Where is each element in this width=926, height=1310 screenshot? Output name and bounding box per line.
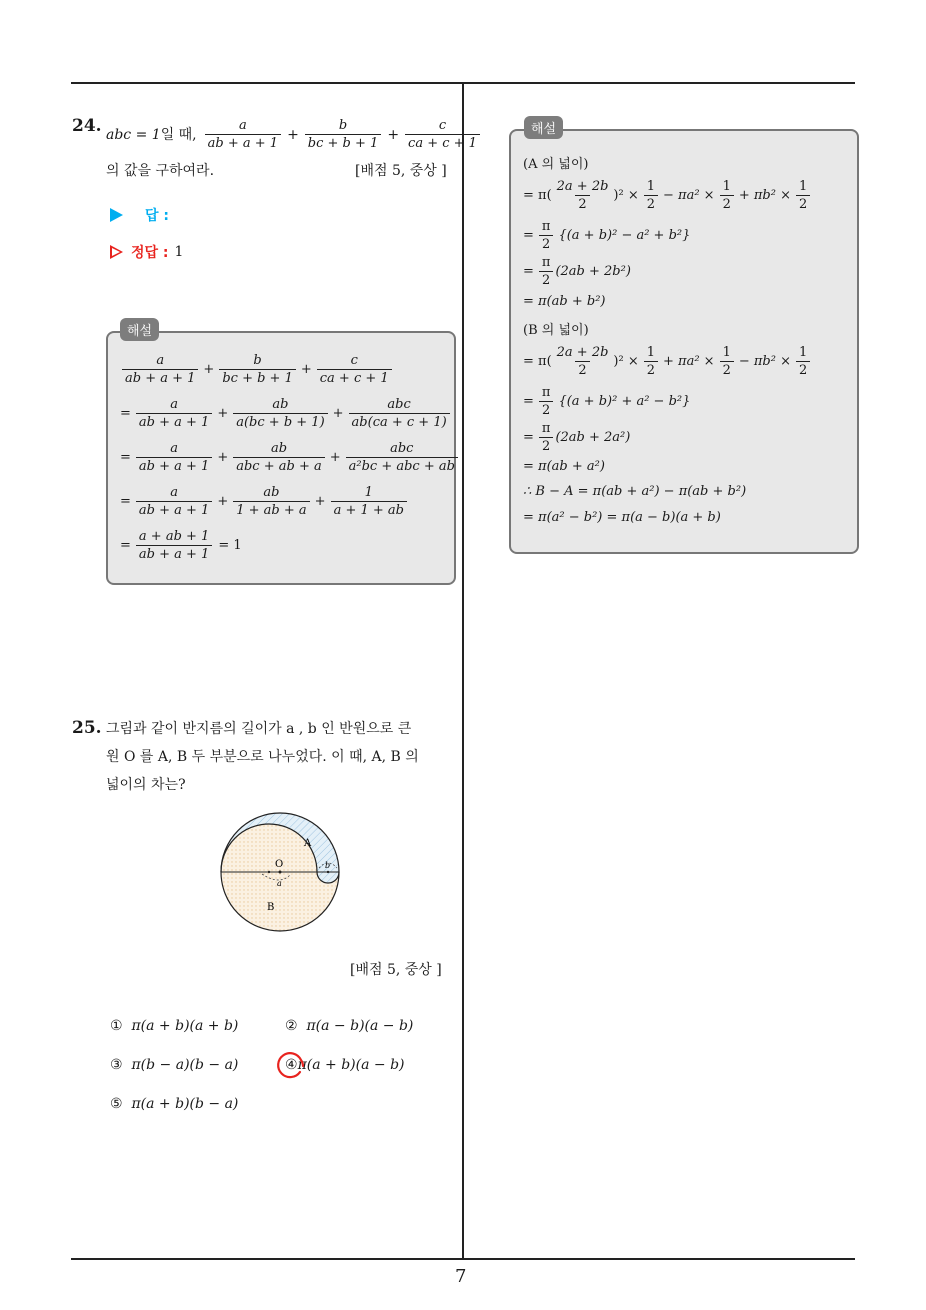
sol24-line4: = $\frac{a}{ab + a + 1}$ + $\frac{ab}{1 + ab + a}$ + $\frac{1}{a + 1 + ab}$ — [120, 485, 409, 518]
q25-line2: 원 O 를 A, B 두 부분으로 나누었다. 이 때, A, B 의 — [106, 749, 419, 765]
sol24-line2: = $\frac{a}{ab + a + 1}$ + $\frac{ab}{a(bc + b + 1)}$ + $\frac{\text{abc}}{ab(ca + c + 1)}$ — [120, 397, 452, 430]
q24-solution-tag: 해설 — [120, 318, 159, 341]
label-o: O — [275, 859, 284, 870]
label-a-radius: a — [277, 879, 282, 888]
answer-row — [110, 205, 169, 225]
bottom-rule — [71, 1258, 855, 1260]
choice-4[interactable]: ④π(a + b)(a − b) — [285, 1057, 405, 1073]
q25-score: [배점 5, 중상 ] — [350, 962, 442, 978]
choice-2[interactable]: ② π(a − b)(a − b) — [285, 1018, 414, 1034]
sol25-b4: = π(ab + a²) — [523, 459, 605, 474]
sol25-a1: = π( $\frac{2a + 2b}{2}$ )² × $\frac{1}{2}$ − πa² × $\frac{1}{2}$ + πb² × $\frac{1}{2}$ — [523, 179, 812, 212]
q24-frac3: $\frac{c}{ca + c + 1}$ — [405, 118, 480, 151]
q25-number: 25. — [72, 718, 102, 738]
correct-value: 1 — [174, 244, 184, 260]
choice-1[interactable]: ① π(a + b)(a + b) — [110, 1018, 239, 1034]
circle-figure — [210, 808, 350, 938]
circled-answer-mark — [274, 1048, 308, 1082]
sol24-line1: $\frac{a}{ab + a + 1}$ + $\frac{b}{bc + b + 1}$ + $\frac{c}{ca + c + 1}$ — [120, 353, 394, 386]
choice-3[interactable]: ③ π(b − a)(b − a) — [110, 1057, 239, 1073]
choice-5[interactable]: ⑤ π(a + b)(b − a) — [110, 1096, 239, 1112]
sol25-a-title: (A 의 넓이) — [523, 157, 589, 172]
play-triangle-icon — [110, 208, 123, 222]
q25-line1: 그림과 같이 반지름의 길이가 a , b 인 반원으로 큰 — [106, 721, 412, 737]
label-b-region: B — [267, 902, 275, 913]
q25-solution-box — [509, 129, 859, 554]
sol24-line5: = $\frac{a + ab + 1}{ab + a + 1}$ = 1 — [120, 529, 242, 562]
answer-label: 답 : — [145, 208, 169, 224]
column-divider — [462, 83, 464, 1259]
q25-line3: 넓이의 차는? — [106, 777, 186, 793]
correct-label: 정답 : — [131, 245, 169, 261]
sol25-a2: = $\frac{\pi}{2}$ {(a + b)² − a² + b²} — [523, 219, 691, 252]
sol25-b2: = $\frac{\pi}{2}$ {(a + b)² + a² − b²} — [523, 385, 691, 418]
sol25-c1: ∴ B − A = π(ab + a²) − π(ab + b²) — [523, 484, 747, 499]
sol25-b3: = $\frac{\pi}{2}$ (2ab + 2a²) — [523, 421, 631, 454]
q24-cond-suffix: 일 때, — [160, 126, 197, 143]
outline-triangle-icon — [110, 245, 123, 259]
sol24-line3: = $\frac{a}{ab + a + 1}$ + $\frac{ab}{\text{abc + ab + a}}$ + $\frac{\text{abc}}{\text{a²bc + abc + ab}}$ — [120, 441, 460, 474]
sol25-b-title: (B 의 넓이) — [523, 323, 589, 338]
correct-answer-row — [110, 242, 183, 262]
q24-frac2: $\frac{b}{bc + b + 1}$ — [305, 118, 382, 151]
q24-line2: 의 값을 구하여라. — [106, 163, 215, 179]
label-a-region: A — [304, 838, 312, 849]
q24-number: 24. — [72, 116, 102, 136]
q24-frac1: $\frac{a}{ab + a + 1}$ — [205, 118, 281, 151]
q24-line1: abc = 1 일 때, $\frac{a}{ab + a + 1}$ + $\frac{b}{bc + b + 1}$ + $\frac{c}{ca + c + 1}$ — [106, 118, 482, 151]
q24-score: [배점 5, 중상 ] — [355, 163, 447, 179]
q24-solution-box — [106, 331, 456, 585]
sol25-b1: = π( $\frac{2a + 2b}{2}$ )² × $\frac{1}{2}$ + πa² × $\frac{1}{2}$ − πb² × $\frac{1}{2}$ — [523, 345, 812, 378]
sol25-a4: = π(ab + b²) — [523, 294, 606, 309]
q25-solution-tag: 해설 — [524, 116, 563, 139]
sol25-c2: = π(a² − b²) = π(a − b)(a + b) — [523, 510, 721, 525]
q24-condition: abc = 1 — [106, 126, 161, 143]
page-number: 7 — [455, 1266, 467, 1287]
label-b-radius: b — [325, 861, 331, 870]
sol25-a3: = $\frac{\pi}{2}$ (2ab + 2b²) — [523, 255, 631, 288]
